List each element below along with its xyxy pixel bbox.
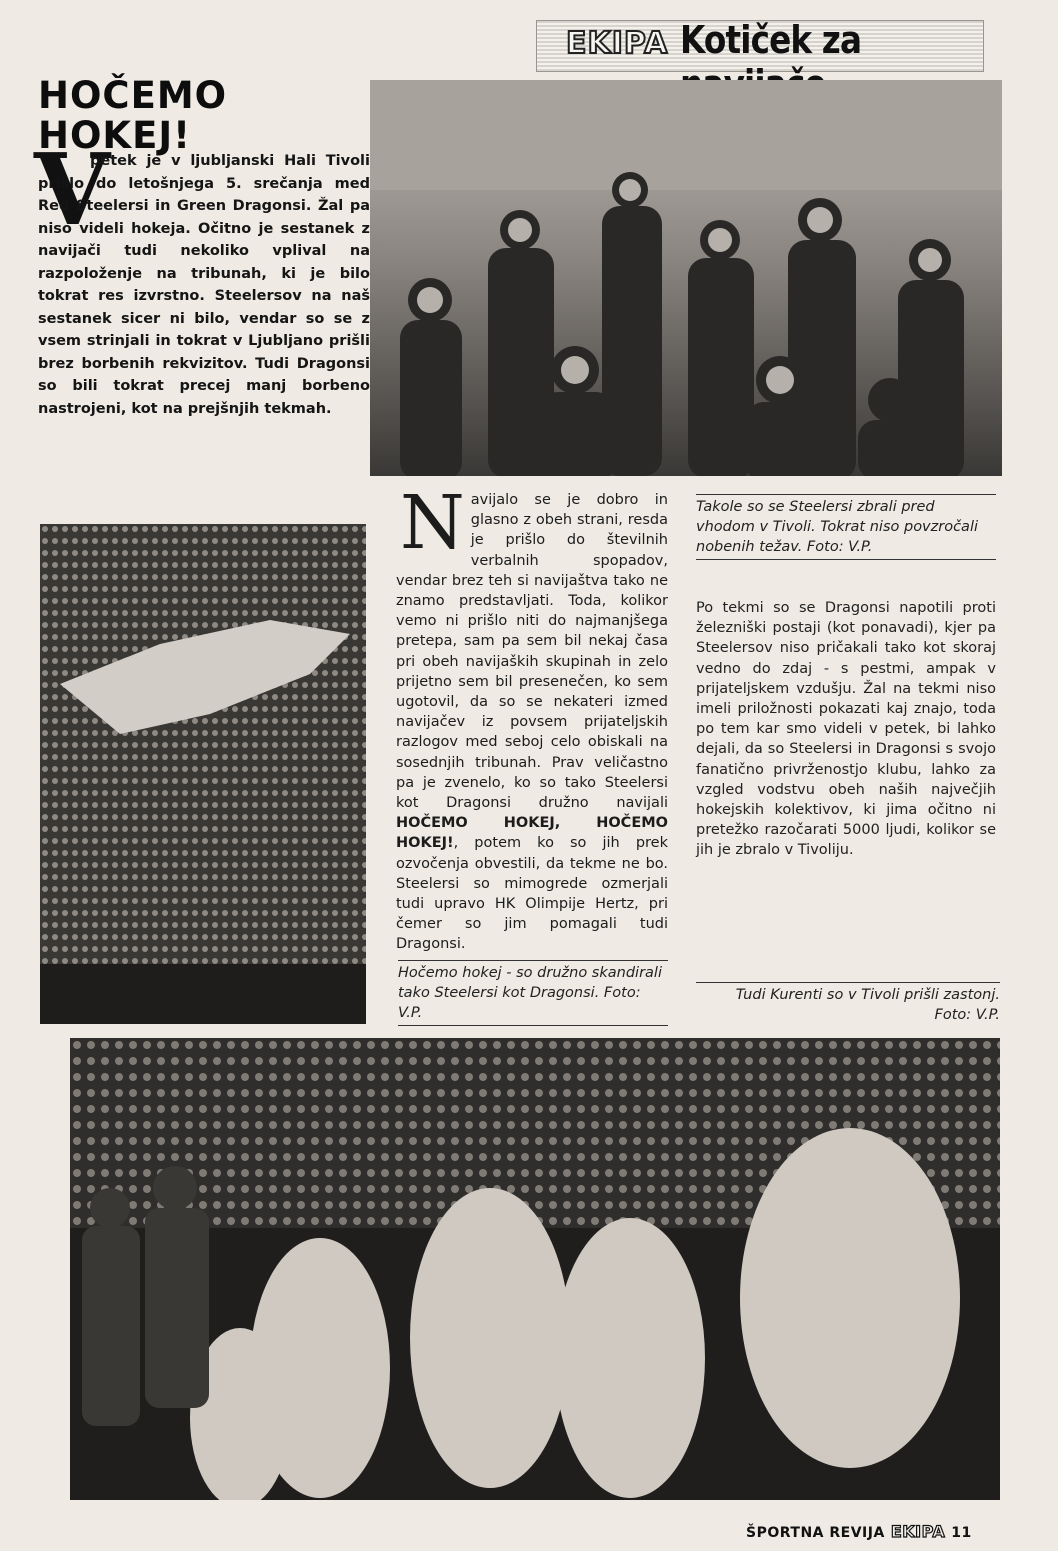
bottom-caption-line-1: Tudi Kurenti so v Tivoli prišli zastonj. [735,987,1000,1003]
publication-name: ŠPORTNA REVIJA [746,1525,885,1541]
middle-text-part-1: avijalo se je dobro in glasno z obeh strani, resda je prišlo do številnih verbalnih spopadov, vendar brez teh si navijaštva tako ne znamo predstavljati. Toda, kolikor vemo ni prišlo niti do najmanjšega pretepa, sam pa sem bil nekaj časa pri obeh navijaških skupinah in zelo prijetno sem bil presenečen, ko sem ugotovil, da so se nekateri izmed navijačev iz povsem prijateljskih razlogov med seboj celo obiskali na sosednjih tribunah. Prav veličastno pa je zvenelo, ko so tako Steelersi kot Dragonsi družno navijali [396,492,668,812]
left-photo-caption: Hočemo hokej - so družno skandirali tako Steelersi kot Dragonsi. Foto: V.P. [398,960,668,1026]
lead-dropcap: V [34,133,111,248]
kurenti-photo [70,1038,1000,1500]
bottom-caption-line-2: Foto: V.P. [934,1007,1000,1023]
article-body-right [696,598,996,861]
page-footer [746,1522,972,1541]
section-title: Kotiček za [680,18,862,62]
lead-text: petek je v ljubljanski Hali Tivoli prišlo do letošnjega 5. srečanja med Red Steelersi in Green Dragonsi. Žal pa niso videli hokeja. Očitno je sestanek z navijači tudi nekoliko vplival na razpoloženje na tribunah, ki je bilo tokrat res izvrstno. Steelersov na naš sestanek sicer ni bilo, vendar so se z vsem strinjali in tokrat v Ljubljano prišli brez borbenih rekvizitov. Tudi Dragonsi so bili tokrat precej manj borbeno nastrojeni, kot na prejšnjih tekmah. [38,153,370,417]
article-body-middle [396,480,668,955]
lead-paragraph [38,150,370,420]
middle-dropcap: N [400,480,465,566]
headline-line-2: HOKEJ! [38,114,192,157]
page-number: 11 [951,1525,972,1541]
headline-line-1: HOČEMO [38,74,228,117]
stadium-crowd-photo [40,524,366,1024]
top-photo-caption: Takole so se Steelersi zbrali pred vhodom v Tivoli. Tokrat niso povzročali nobenih težav. Foto: V.P. [696,494,996,560]
footer-ekipa-logo: EKIPA [890,1522,946,1541]
chant-text: HOČEMO HOKEJ, HOČEMO HOKEJ! [396,815,668,852]
bottom-photo-caption [696,982,1000,1027]
right-text: Po tekmi so se Dragonsi napotili proti železniški postaji (kot ponavadi), kjer pa Steelersov niso pričakali tako kot skoraj vedno do zdaj - s pestmi, ampak v prijateljskem vzdušju. Žal na tekmi niso imeli priložnosti pokazati kaj znajo, toda po tem kar smo videli v petek, bi lahko dejali, da so Steelersi in Dragonsi s svojo fanatično privrženostjo klubu, lahko za vzgled vodstvu obeh naših največjih hokejskih kolektivov, ki jima očitno ni pretežko razočarati 5000 ljudi, kolikor se jih je zbralo v Tivoliju. [696,600,996,859]
middle-text-part-2: , potem ko so jih prek ozvočenja obvestili, da tekme ne bo. Steelersi so mimogrede ozmerjali tudi upravo HK Olimpije Hertz, pri čemer so jim pomagali tudi Dragonsi. [396,835,668,953]
ekipa-logo: EKIPA [566,26,669,61]
fans-crowd-photo [370,80,1002,476]
